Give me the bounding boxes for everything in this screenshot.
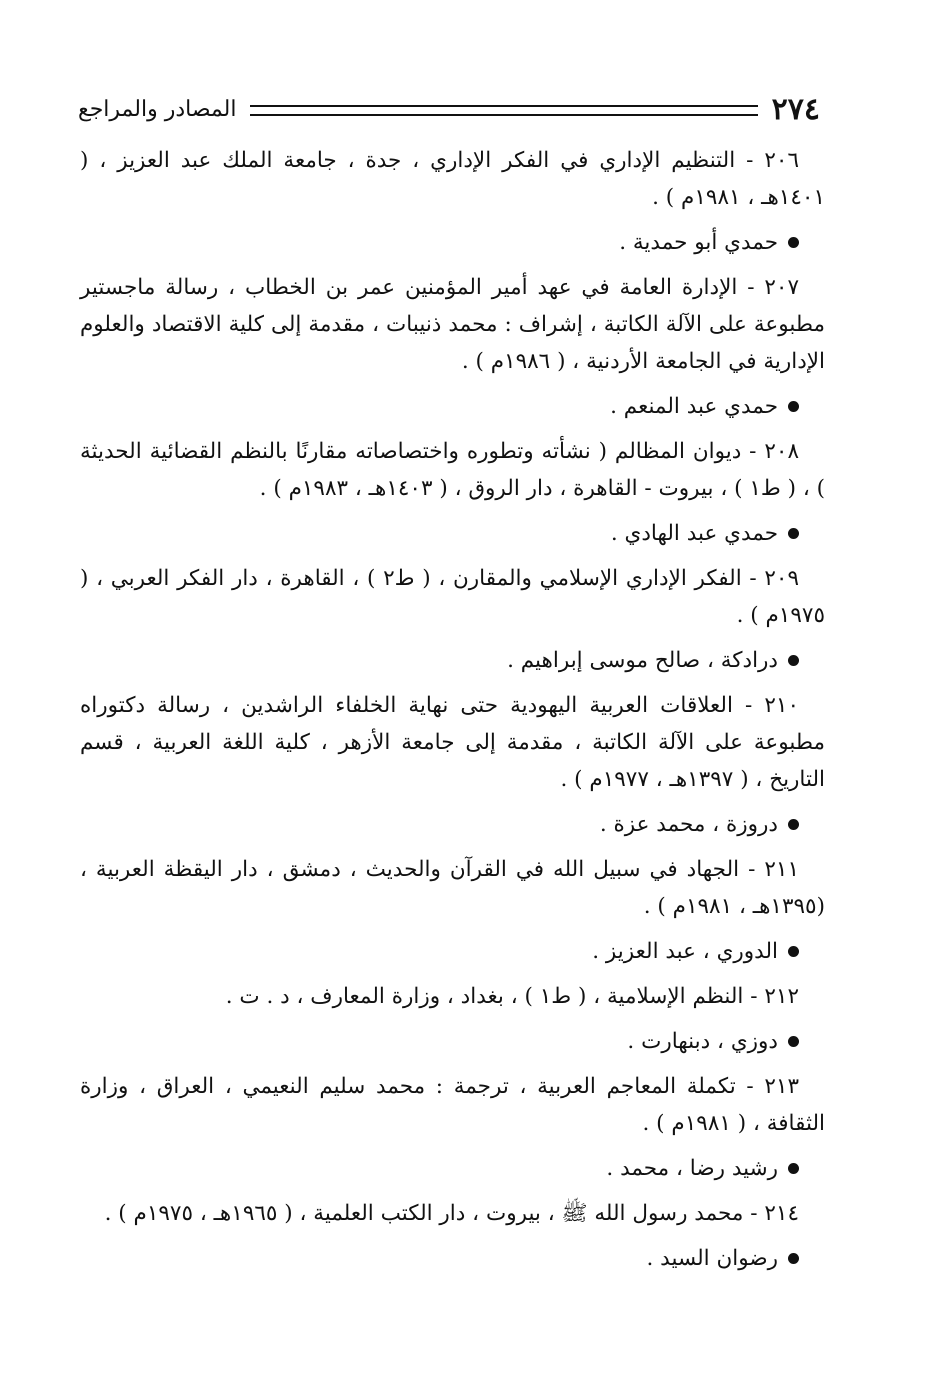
bibliography-entry: ٢٠٩ - الفكر الإداري الإسلامي والمقارن ، ( ط٢ ) ، القاهرة ، دار الفكر العربي ، ( ١٩٧٥م ) . [80, 566, 825, 628]
bibliography-entry: ٢٠٨ - ديوان المظالم ( نشأته وتطوره واختصاصاته مقارنًا بالنظم القضائية الحديثة ) ، ( ط١ ) ، بيروت - القاهرة ، دار الروق ، ( ١٤٠٣هـ ، ١٩٨٣م ) . [80, 439, 825, 501]
bibliography-entry: ٢١٠ - العلاقات العربية اليهودية حتى نهاية الخلفاء الراشدين ، رسالة دكتوراه مطبوعة على الآلة الكاتبة ، مقدمة إلى جامعة الأزهر ، كلية اللغة العربية ، قسم التاريخ ، ( ١٣٩٧هـ ، ١٩٧٧م ) . [80, 693, 825, 792]
author-name: الدوري ، عبد العزيز . [592, 939, 778, 964]
author-name: درادكة ، صالح موسى إبراهيم . [507, 648, 778, 673]
author-heading [80, 1023, 825, 1060]
author-name: حمدي عبد المنعم . [610, 394, 778, 419]
bullet-icon [788, 946, 799, 957]
author-name: دروزة ، محمد عزة . [599, 812, 778, 837]
bibliography-entry: ٢١٤ - محمد رسول الله ﷺ ، بيروت ، دار الكتب العلمية ، ( ١٩٦٥هـ ، ١٩٧٥م ) . [104, 1201, 799, 1226]
bibliography-entry: ٢١٢ - النظم الإسلامية ، ( ط١ ) ، بغداد ، وزارة المعارف ، د . ت . [225, 984, 799, 1009]
author-name: رشيد رضا ، محمد . [606, 1156, 778, 1181]
author-heading [80, 388, 825, 425]
author-name: دوزي ، دبنهارت . [627, 1029, 778, 1054]
author-heading [80, 806, 825, 843]
author-name: حمدي عبد الهادي . [610, 521, 778, 546]
bullet-icon [788, 655, 799, 666]
bullet-icon [788, 1253, 799, 1264]
bibliography-entry: ٢١٣ - تكملة المعاجم العربية ، ترجمة : محمد سليم النعيمي ، العراق ، وزارة الثقافة ، ( ١٩٨١م ) . [80, 1074, 825, 1136]
running-title: المصادر والمراجع [78, 97, 237, 122]
bullet-icon [788, 528, 799, 539]
author-heading [80, 515, 825, 552]
author-name: رضوان السيد . [646, 1246, 778, 1271]
bullet-icon [788, 819, 799, 830]
bullet-icon [788, 401, 799, 412]
bibliography-entry: ٢١١ - الجهاد في سبيل الله في القرآن والحديث ، دمشق ، دار اليقظة العربية ، (١٣٩٥هـ ، ١٩٨١م ) . [80, 857, 825, 919]
page-number: ٢٧٤ [771, 92, 820, 127]
header-rule [250, 105, 757, 116]
bullet-icon [788, 1036, 799, 1047]
page-header [78, 88, 820, 132]
bullet-icon [788, 237, 799, 248]
bibliography-entry: ٢٠٧ - الإدارة العامة في عهد أمير المؤمنين عمر بن الخطاب ، رسالة ماجستير مطبوعة على الآلة الكاتبة ، إشراف : محمد ذنيبات ، مقدمة إلى كلية الاقتصاد والعلوم الإدارية في الجامعة الأردنية ، ( ١٩٨٦م ) . [80, 275, 825, 374]
author-heading [80, 224, 825, 261]
author-heading [80, 642, 825, 679]
bibliography-list [80, 142, 825, 1285]
author-heading [80, 1240, 825, 1277]
author-name: حمدي أبو حمدية . [619, 230, 778, 255]
author-heading [80, 1150, 825, 1187]
bullet-icon [788, 1163, 799, 1174]
author-heading [80, 933, 825, 970]
bibliography-entry: ٢٠٦ - التنظيم الإداري في الفكر الإداري ، جدة ، جامعة الملك عبد العزيز ، ( ١٤٠١هـ ، ١٩٨١م ) . [80, 148, 825, 210]
